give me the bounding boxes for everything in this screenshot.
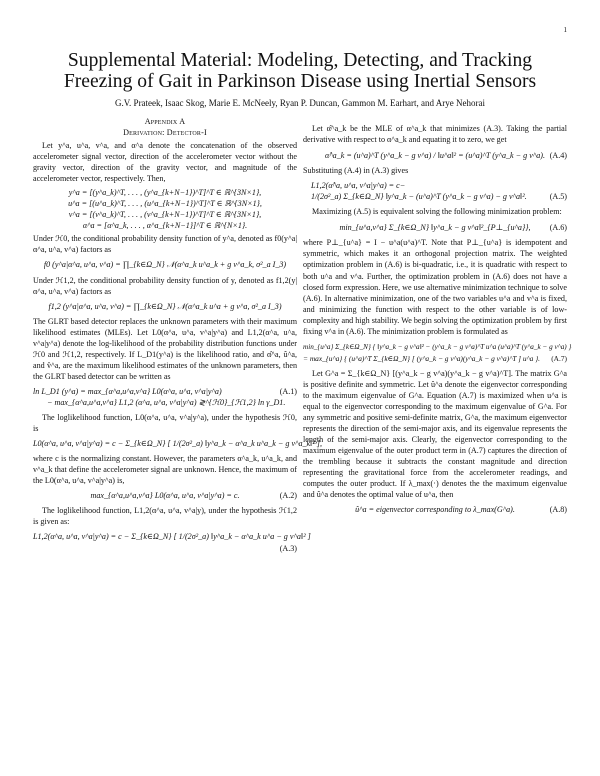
paragraph-maximizing: Maximizing (A.5) is equivalent solving the following minimization problem: [312,207,562,217]
equation-tag-a3: (A.3) [279,543,297,553]
paragraph-loglik-h12: The loglikelihood function, L1,2(α^a, u^a, v^a|y), under the hypothesis ℋ1,2 is given as: [33,506,297,527]
equation-a7-line1: min_{u^a} Σ_{k∈Ω_N} { ‖y^a_k − g v^a‖² − (y^a_k − g v^a)^T u^a (u^a)^T (y^a_k − g v^a) } [303,342,572,351]
paragraph-glrt: The GLRT based detector replaces the unknown parameters with their maximum likelihood estimates (MLEs). Let L0(α^a, u^a, v^a|y^a) and L1,2(α^a, u^a, v^a|y^a) denote the log-likelihood of the probability distribution functions under ℋ0 and ℋ1,2, respectively. If L_D1(y^a) is the likelihood ratio, and α̂^a, û^a, and v̂^a, are the maximum likelihood estimates of the unknown parameters, then the GLRT based detector can be written as [33,316,297,381]
equation-a6 [303,222,567,233]
equation-a7-line2 [303,353,567,364]
equation-a8-body: û^a = eigenvector corresponding to λ_max(G^a). [355,505,515,515]
equation-a1-line1 [33,386,297,397]
equation-tag-a8: (A.8) [549,505,567,515]
equation-tag-a2: (A.2) [279,491,297,501]
right-column [303,123,572,516]
equation-a4-body: α̂^a_k = (u^a)^T (y^a_k − g v^a) / ‖u^a‖² = (u^a)^T (y^a_k − g v^a). [325,151,545,161]
equation-a6-body: min_{u^a,v^a} Σ_{k∈Ω_N} ‖y^a_k − g v^a‖²_{P⊥_{u^a}}, [339,223,531,233]
equation-tag-a4: (A.4) [549,151,567,161]
paragraph-projection: where P⊥_{u^a} = I − u^a(u^a)^T. Note that P⊥_{u^a} is idempotent and symmetric, which makes it an orthogonal projection matrix. The weighted optimization problem in (A.6) is bi-quadratic, i.e., it is quadratic with respect to both u^a and v^a. Further, the optimization problem in (A.6) does not have a closed form expression. Here, we use alternative minimization technique to solve (A.6). In alternative minimization, one of the two variables u^a and v^a is fixed, and minimizing the function with respect to the other variable is of low-complexity and high stability. We begin solving the optimization problem by first fixing v^a in (A.6). The minimization problem is formulated as [303,238,567,336]
equation-a4 [303,150,567,161]
section-heading: Derivation: Detector-I [123,128,207,137]
equation-tag-a5: (A.5) [549,192,567,202]
equation-a1-line2: − max_{α^a,u^a,v^a} L1,2 (α^a, u^a, v^a|y^a) ≷^{ℋ0}_{ℋ1,2} ln γ_D1. [47,397,286,407]
paragraph-eigenvector: Let G^a = Σ_{k∈Ω_N} [(y^a_k − g v^a)(y^a_k − g v^a)^T]. The matrix G^a is positive definite and symmetric. Let û^a denote the eigenvector corresponding to the maximum eigenvalue of G^a. Equation (A.7) is maximized when u^a is equal to the eigenvector corresponding to the maximum eigenvalue of G^a. For any symmetric and positive semi-definite matrix, G^a, the maximum eigenvector represents the direction of the semi-major axis, and its eigenvalue represents the length of the semi-major axis. Clearly, the eigenvector corresponding to the maximum eigenvalue of the outer product term in (A.7) captures the direction of the trembling because it subtracts the constant magnitude and direction representing the gravitational force from the accelerometer readings, and computes the outer product. If λ_max(·) denotes the the maximum eigenvalue and û^a denotes the optimal value of u^a, then [303,368,567,500]
appendix-heading: Appendix A [144,117,186,126]
equation-tag-a6: (A.6) [549,223,567,233]
equation-v: v^a = [(v^a_k)^T, . . . , (v^a_{k+N−1})^T]^T ∈ ℝ^{3N×1}, [68,210,262,220]
page-number: 1 [563,26,567,34]
equation-y: y^a = [(y^a_k)^T, . . . , (y^a_{k+N−1})^T]^T ∈ ℝ^{3N×1}, [68,188,262,198]
equation-a3-tag-row [33,543,297,554]
paragraph-substituting: Substituting (A.4) in (A.3) gives [303,166,409,176]
paragraph-h0-density: Under ℋ0, the conditional probability density function of y^a, denoted as f0(y^a|α^a, u^a, v^a) factors as [33,234,297,255]
paragraph-h12-density: Under ℋ1,2, the conditional probability density function of y, denoted as f1,2(y|α^a, u^a, v^a) factors as [33,275,297,296]
paragraph-normalizing: where c is the normalizing constant. However, the parameters α^a_k, u^a_k, and v^a_k that define the accelerometer signal are unknown. Hence, the maximum of the L0(α^a, u^a, v^a|y^a) is, [33,454,297,486]
paper-title [0,50,600,92]
equation-tag-a1: (A.1) [279,386,297,396]
author-list: G.V. Prateek, Isaac Skog, Marie E. McNeely, Ryan P. Duncan, Gammon M. Earhart, and Arye Nehorai [114,98,486,108]
equation-a5-line2 [303,191,567,202]
equation-a7-second: = max_{u^a} { (u^a)^T Σ_{k∈Ω_N} [ (y^a_k − g v^a)(y^a_k − g v^a)^T ] u^a }. [303,353,541,363]
equation-a8 [303,504,567,515]
equation-l0: L0(α^a, u^a, v^a|y^a) = c − Σ_{k∈Ω_N} [ 1/(2σ²_a) ‖y^a_k − α^a_k u^a_k − g v^a_k‖² ], [33,439,323,449]
equation-a3: L1,2(α^a, u^a, v^a|y^a) = c − Σ_{k∈Ω_N} [ 1/(2σ²_a) ‖y^a_k − α^a_k u^a − g v^a‖² ] [33,532,311,542]
paragraph-mle-alpha: Let α̂^a_k be the MLE of α^a_k that minimizes (A.3). Taking the partial derivative with respect to α^a_k and equating it to zero, we get [303,124,567,145]
title-line-2: Freezing of Gait in Parkinson Disease using Inertial Sensors [63,71,537,92]
equation-alpha: α^a = [α^a_k, . . . , α^a_{k+N−1}]^T ∈ ℝ^{N×1}. [82,221,248,231]
equation-a5-line1: L1,2(α̂^a, u^a, v^a|y^a) = c− [311,181,406,191]
paragraph-definitions: Let y^a, u^a, v^a, and α^a denote the concatenation of the observed accelerometer signal vector, direction of the accelerometer vector without the gravity vector, direction of the gravity vector, and magnitude of the accelerometer vector, respectively. Then, [33,141,297,184]
paragraph-loglik-h0: The loglikelihood function, L0(α^a, u^a, v^a|y^a), under the hypothesis ℋ0, is [33,413,297,434]
equation-f0: f0 (y^a|α^a, u^a, v^a) = ∏_{k∈Ω_N} 𝒩(α^a_k u^a_k + g v^a_k, σ²_a I_3) [43,260,287,270]
equation-a5-second: 1/(2σ²_a) Σ_{k∈Ω_N} ‖y^a_k − (u^a)^T (y^a_k − g v^a) − g v^a‖². [311,192,527,202]
equation-u: u^a = [(u^a_k)^T, . . . , (u^a_{k+N−1})^T]^T ∈ ℝ^{3N×1}, [68,199,262,209]
equation-a2-body: max_{α^a,u^a,v^a} L0(α^a, u^a, v^a|y^a) = c. [90,491,240,501]
left-column [33,116,323,554]
equation-a1-first: ln L_D1 (y^a) = max_{α^a,u^a,v^a} L0(α^a, u^a, v^a|y^a) [33,386,222,396]
equation-tag-a7: (A.7) [551,353,567,363]
equation-f12: f1,2 (y^a|α^a, u^a, v^a) = ∏_{k∈Ω_N} 𝒩(α^a_k u^a + g v^a, σ²_a I_3) [48,301,282,311]
title-line-1: Supplemental Material: Modeling, Detecting, and Tracking [67,50,533,71]
equation-a2 [33,490,297,501]
